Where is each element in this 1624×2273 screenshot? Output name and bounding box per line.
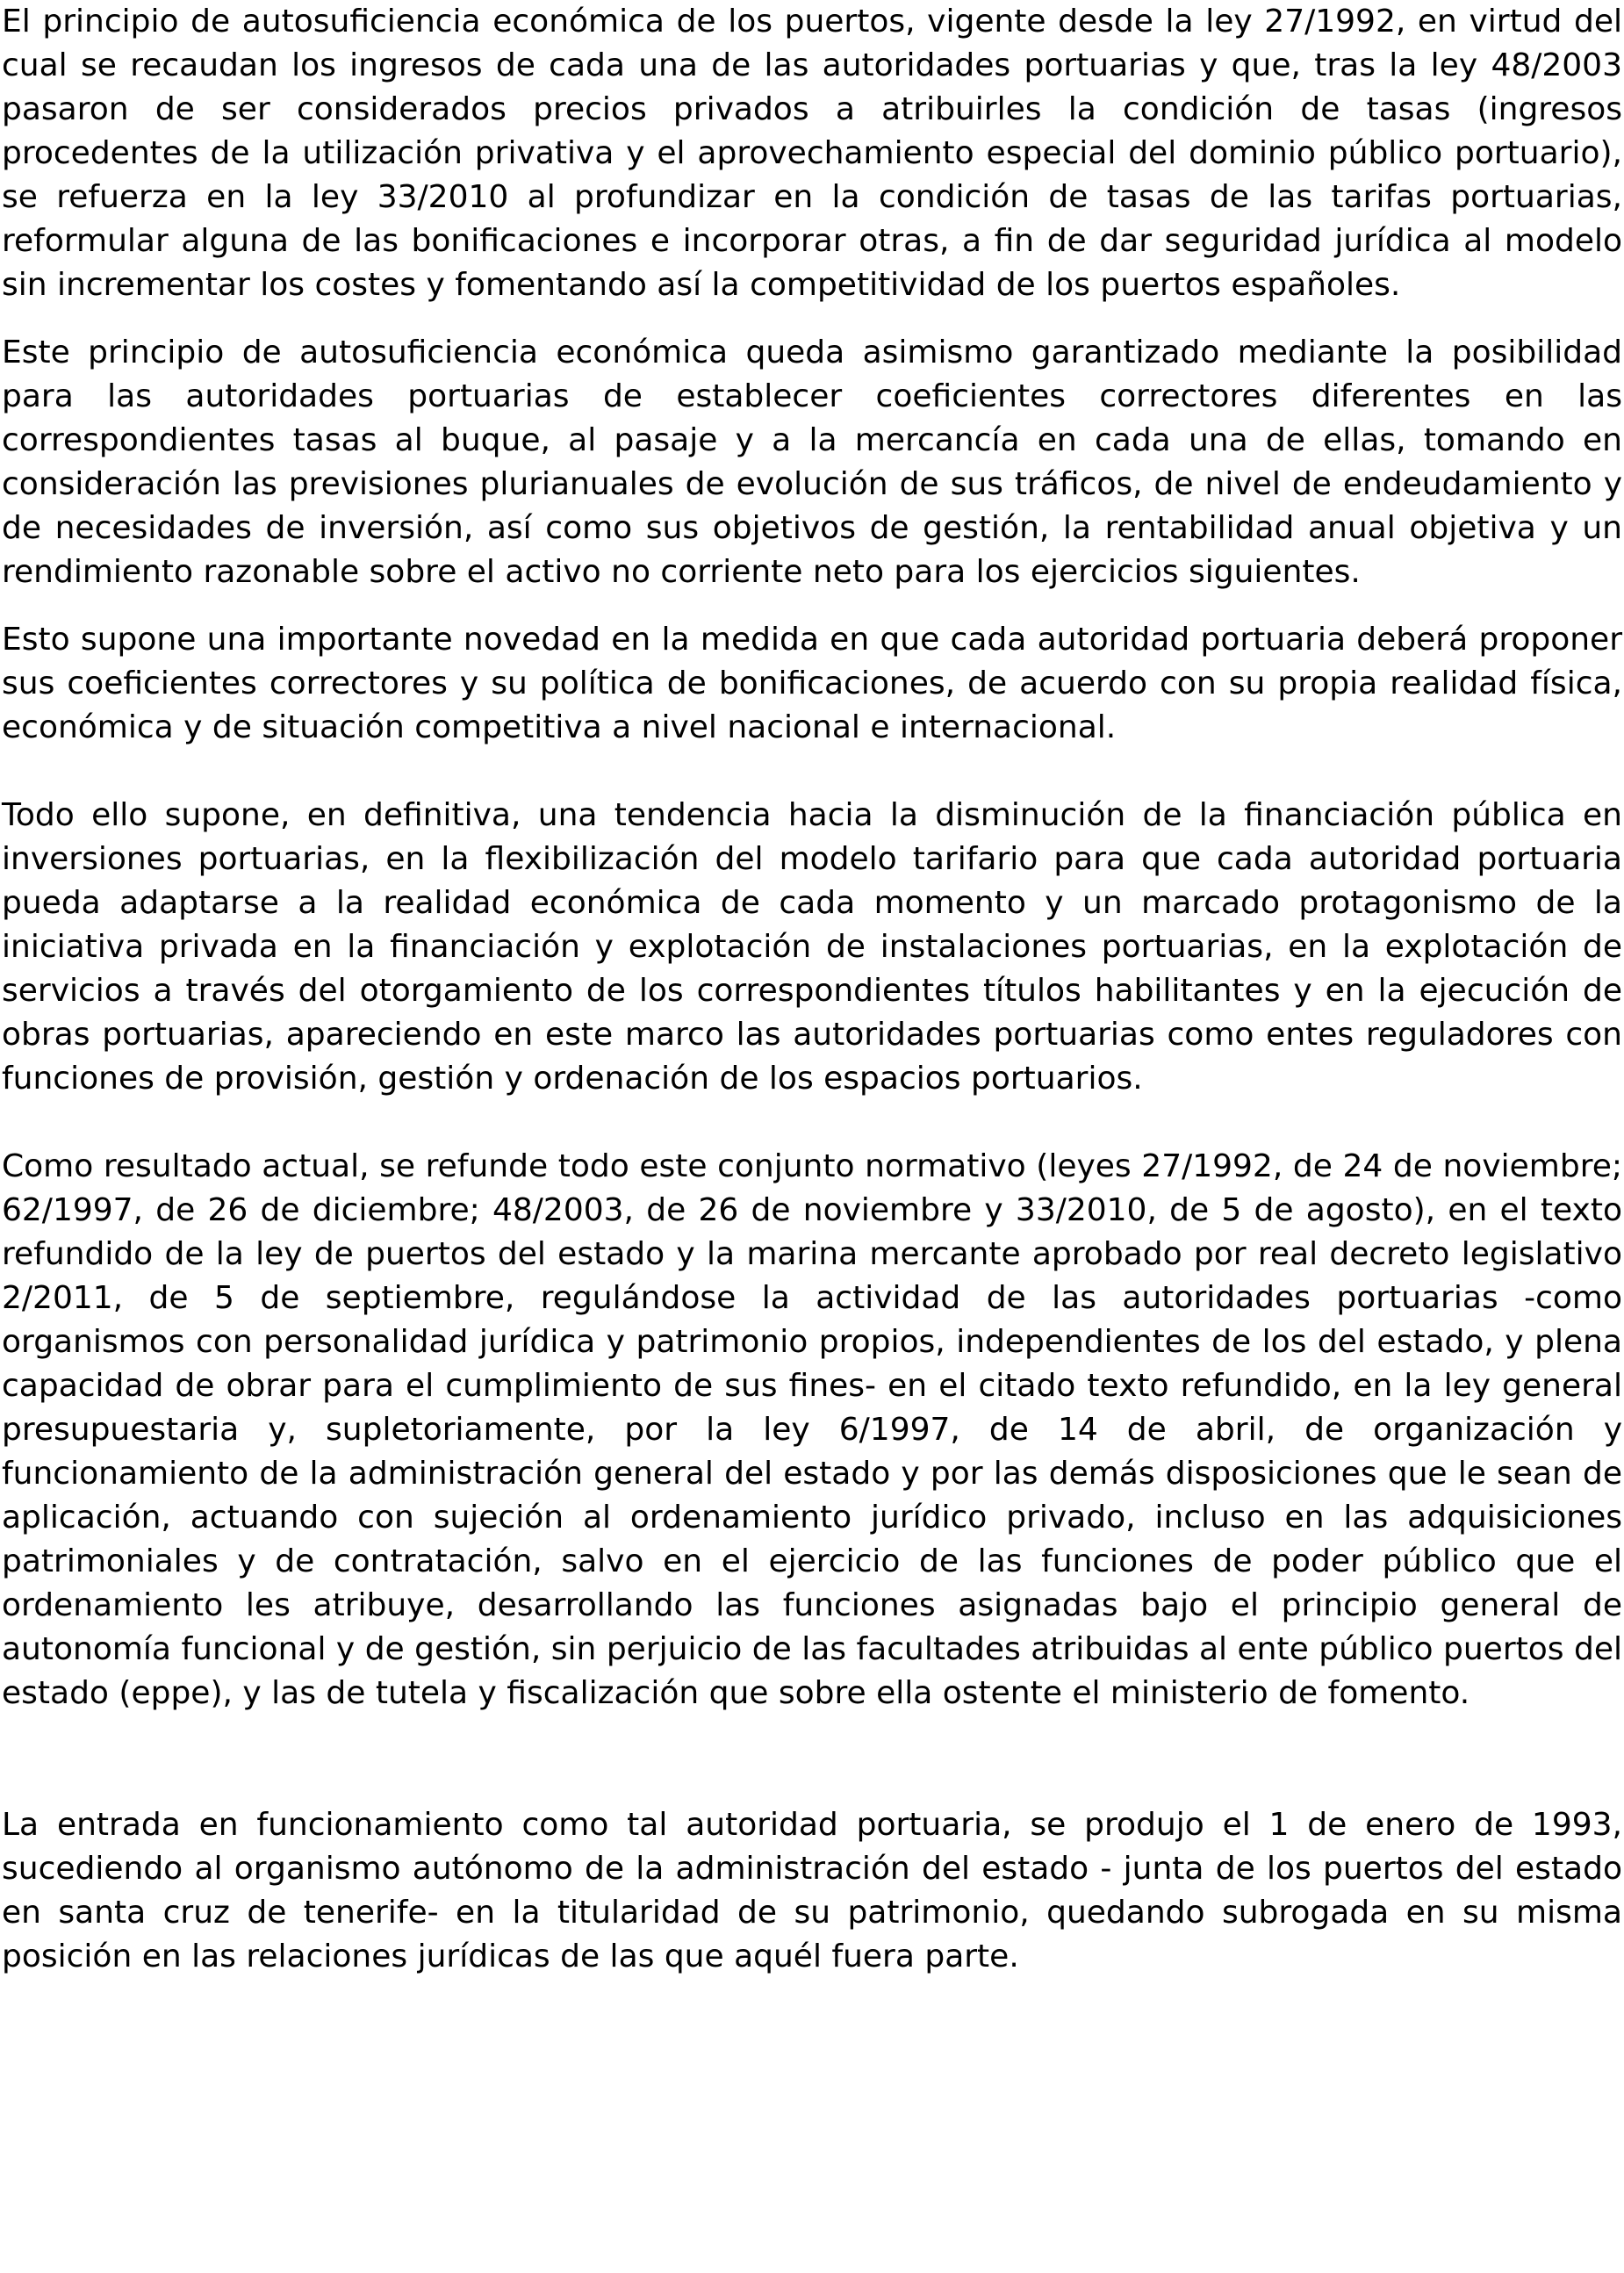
paragraph-autosuficiencia: El principio de autosuficiencia económica de los puertos, vigente desde la ley 27/1992, en virtud del cual se recaudan los ingresos de cada una de las autoridades portuarias y que, tras la ley 48/2003 pasaron de ser considerados precios privados a atribuirles la condición de tasas (ingresos procedentes de la utilización privativa y el aprovechamiento especial del dominio público portuario), se refuerza en la ley 33/2010 al profundizar en la condición de tasas de las tarifas portuarias, reformular alguna de las bonificaciones e incorporar otras, a fin de dar seguridad jurídica al modelo sin incrementar los costes y fomentando así la competitividad de los puertos españoles. [2,4,1622,303]
paragraph-novedad: Esto supone una importante novedad en la medida en que cada autoridad portuaria deberá proponer sus coeficientes correctores y su política de bonificaciones, de acuerdo con su propia realidad física, económica y de situación competitiva a nivel nacional e internacional. [2,622,1622,745]
paragraph-entrada-funcionamiento: La entrada en funcionamiento como tal autoridad portuaria, se produjo el 1 de enero de 1993, sucediendo al organismo autónomo de la administración del estado - junta de los puertos del estado en santa cruz de tenerife- en la titularidad de su patrimonio, quedando subrogada en su misma posición en las relaciones jurídicas de las que aquél fuera parte. [2,1807,1622,1974]
paragraph-spacer [2,1716,1622,1803]
paragraph-spacer [2,307,1622,331]
paragraph-refundido: Como resultado actual, se refunde todo este conjunto normativo (leyes 27/1992, de 24 de noviembre; 62/1997, de 26 de diciembre; 48/2003, de 26 de noviembre y 33/2010, de 5 de agosto), en el texto refundido de la ley de puertos del estado y la marina mercante aprobado por real decreto legislativo 2/2011, de 5 de septiembre, regulándose la actividad de las autoridades portuarias -como organismos con personalidad jurídica y patrimonio propios, independientes de los del estado, y plena capacidad de obrar para el cumplimiento de sus fines- en el citado texto refundido, en la ley general presupuestaria y, supletoriamente, por la ley 6/1997, de 14 de abril, de organización y funcionamiento de la administración general del estado y por las demás disposiciones que le sean de aplicación, actuando con sujeción al ordenamiento jurídico privado, incluso en las adquisiciones patrimoniales y de contratación, salvo en el ejercicio de las funciones de poder público que el ordenamiento les atribuye, desarrollando las funciones asignadas bajo el principio general de autonomía funcional y de gestión, sin perjuicio de las facultades atribuidas al ente público puertos del estado (eppe), y las de tutela y fiscalización que sobre ella ostente el ministerio de fomento. [2,1148,1622,1711]
paragraph-spacer [2,594,1622,618]
paragraph-spacer [2,750,1622,794]
paragraph-tendencia: Todo ello supone, en definitiva, una tendencia hacia la disminución de la financiación pública en inversiones portuarias, en la flexibilización del modelo tarifario para que cada autoridad portuaria pueda adaptarse a la realidad económica de cada momento y un marcado protagonismo de la iniciativa privada en la financiación y explotación de instalaciones portuarias, en la explotación de servicios a través del otorgamiento de los correspondientes títulos habilitantes y en la ejecución de obras portuarias, apareciendo en este marco las autoridades portuarias como entes reguladores con funciones de provisión, gestión y ordenación de los espacios portuarios. [2,797,1622,1097]
paragraph-coeficientes: Este principio de autosuficiencia económica queda asimismo garantizado mediante la posibilidad para las autoridades portuarias de establecer coeficientes correctores diferentes en las correspondientes tasas al buque, al pasaje y a la mercancía en cada una de ellas, tomando en consideración las previsiones plurianuales de evolución de sus tráficos, de nivel de endeudamiento y de necesidades de inversión, así como sus objetivos de gestión, la rentabilidad anual objetiva y un rendimiento razonable sobre el activo no corriente neto para los ejercicios siguientes. [2,334,1622,590]
paragraph-spacer [2,1101,1622,1145]
